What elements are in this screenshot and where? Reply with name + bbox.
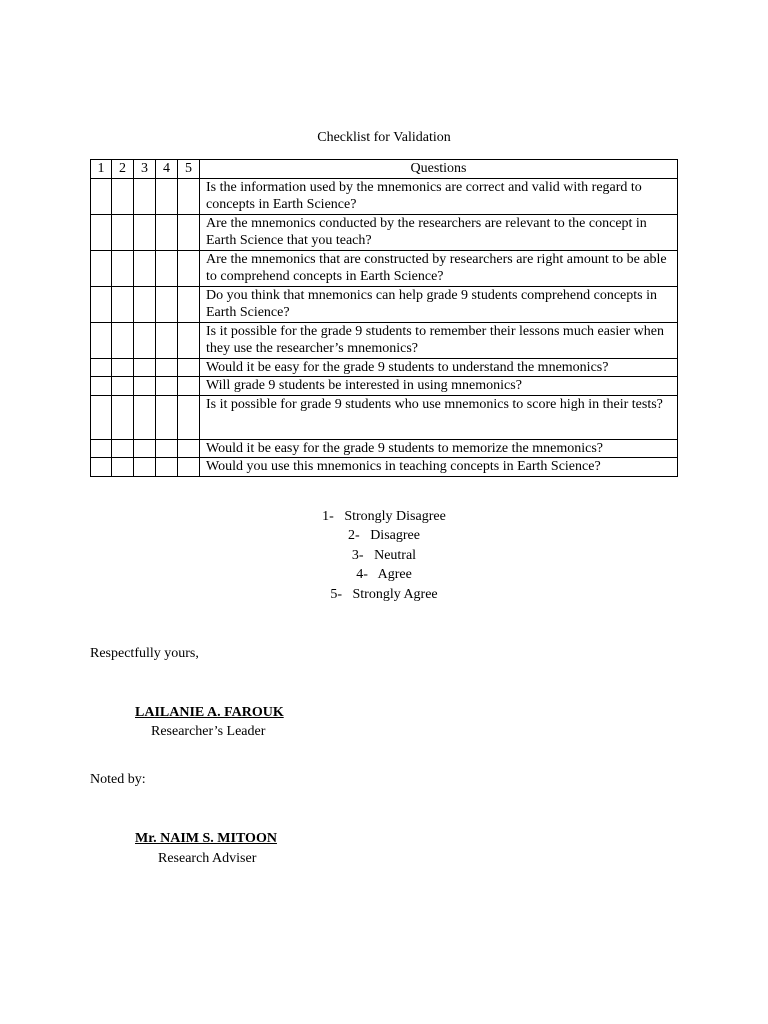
- table-row: [91, 395, 678, 439]
- rating-cell[interactable]: [178, 439, 200, 458]
- rating-cell[interactable]: [178, 458, 200, 477]
- salutation: Respectfully yours,: [90, 646, 199, 661]
- rating-cell[interactable]: [156, 250, 178, 286]
- question-text: Is the information used by the mnemonics are correct and valid with regard to concepts in Earth Science?: [200, 178, 678, 214]
- table-row: [91, 250, 678, 286]
- table-row: [91, 178, 678, 214]
- rating-cell[interactable]: [156, 458, 178, 477]
- signer1-name: LAILANIE A. FAROUK: [135, 705, 284, 720]
- rating-cell[interactable]: [178, 214, 200, 250]
- question-text: Would it be easy for the grade 9 students to understand the mnemonics?: [200, 358, 678, 377]
- rating-cell[interactable]: [134, 214, 156, 250]
- rating-cell[interactable]: [112, 358, 134, 377]
- rating-header-2: 2: [112, 160, 134, 179]
- legend-item: 5- Strongly Agree: [330, 586, 438, 602]
- rating-cell[interactable]: [156, 178, 178, 214]
- rating-cell[interactable]: [112, 458, 134, 477]
- rating-cell[interactable]: [112, 439, 134, 458]
- table-row: [91, 439, 678, 458]
- rating-cell[interactable]: [178, 286, 200, 322]
- rating-cell[interactable]: [156, 322, 178, 358]
- table-row: [91, 214, 678, 250]
- question-text: Are the mnemonics conducted by the researchers are relevant to the concept in Earth Science that you teach?: [200, 214, 678, 250]
- rating-cell[interactable]: [178, 250, 200, 286]
- rating-cell[interactable]: [91, 395, 112, 439]
- rating-cell[interactable]: [156, 439, 178, 458]
- rating-cell[interactable]: [91, 286, 112, 322]
- rating-cell[interactable]: [134, 439, 156, 458]
- rating-cell[interactable]: [112, 214, 134, 250]
- rating-cell[interactable]: [178, 395, 200, 439]
- rating-cell[interactable]: [156, 286, 178, 322]
- rating-cell[interactable]: [91, 214, 112, 250]
- rating-cell[interactable]: [178, 377, 200, 396]
- rating-cell[interactable]: [91, 322, 112, 358]
- question-text: Will grade 9 students be interested in using mnemonics?: [200, 377, 678, 396]
- table-header-row: [91, 160, 678, 179]
- rating-cell[interactable]: [134, 377, 156, 396]
- rating-cell[interactable]: [91, 439, 112, 458]
- rating-cell[interactable]: [112, 377, 134, 396]
- question-text: Do you think that mnemonics can help grade 9 students comprehend concepts in Earth Science?: [200, 286, 678, 322]
- rating-header-1: 1: [91, 160, 112, 179]
- table-row: [91, 358, 678, 377]
- table-row: [91, 458, 678, 477]
- question-text: Are the mnemonics that are constructed by researchers are right amount to be able to comprehend concepts in Earth Science?: [200, 250, 678, 286]
- rating-header-5: 5: [178, 160, 200, 179]
- rating-cell[interactable]: [91, 377, 112, 396]
- rating-cell[interactable]: [112, 250, 134, 286]
- rating-cell[interactable]: [91, 458, 112, 477]
- rating-cell[interactable]: [91, 250, 112, 286]
- rating-header-4: 4: [156, 160, 178, 179]
- signer2-role: Research Adviser: [158, 851, 257, 866]
- rating-cell[interactable]: [134, 458, 156, 477]
- document-title: Checklist for Validation: [317, 130, 451, 145]
- question-text: Is it possible for grade 9 students who use mnemonics to score high in their tests?: [200, 395, 678, 439]
- rating-cell[interactable]: [112, 395, 134, 439]
- rating-cell[interactable]: [156, 214, 178, 250]
- rating-cell[interactable]: [112, 178, 134, 214]
- signer2-name: Mr. NAIM S. MITOON: [135, 831, 277, 846]
- table-row: [91, 377, 678, 396]
- rating-header-3: 3: [134, 160, 156, 179]
- rating-cell[interactable]: [134, 322, 156, 358]
- rating-cell[interactable]: [112, 286, 134, 322]
- rating-cell[interactable]: [91, 178, 112, 214]
- rating-cell[interactable]: [134, 250, 156, 286]
- legend-item: 1- Strongly Disagree: [322, 509, 446, 524]
- rating-legend: [0, 507, 768, 604]
- rating-cell[interactable]: [134, 178, 156, 214]
- question-text: Would you use this mnemonics in teaching concepts in Earth Science?: [200, 458, 678, 477]
- rating-cell[interactable]: [134, 286, 156, 322]
- question-text: Is it possible for the grade 9 students to remember their lessons much easier when they use the researcher’s mnemonics?: [200, 322, 678, 358]
- rating-cell[interactable]: [112, 322, 134, 358]
- rating-cell[interactable]: [178, 322, 200, 358]
- question-text: Would it be easy for the grade 9 students to memorize the mnemonics?: [200, 439, 678, 458]
- rating-cell[interactable]: [134, 395, 156, 439]
- legend-item: 3- Neutral: [351, 547, 417, 563]
- questions-header: Questions: [200, 160, 678, 179]
- table-row: [91, 322, 678, 358]
- rating-cell[interactable]: [156, 377, 178, 396]
- legend-item: 4- Agree: [356, 567, 412, 583]
- rating-cell[interactable]: [178, 358, 200, 377]
- legend-item: 2- Disagree: [348, 528, 420, 544]
- rating-cell[interactable]: [156, 395, 178, 439]
- rating-cell[interactable]: [91, 358, 112, 377]
- rating-cell[interactable]: [156, 358, 178, 377]
- rating-cell[interactable]: [134, 358, 156, 377]
- rating-cell[interactable]: [178, 178, 200, 214]
- noted-by-label: Noted by:: [90, 772, 146, 787]
- signer1-role: Researcher’s Leader: [151, 724, 266, 739]
- table-row: [91, 286, 678, 322]
- validation-checklist-table: [90, 159, 678, 477]
